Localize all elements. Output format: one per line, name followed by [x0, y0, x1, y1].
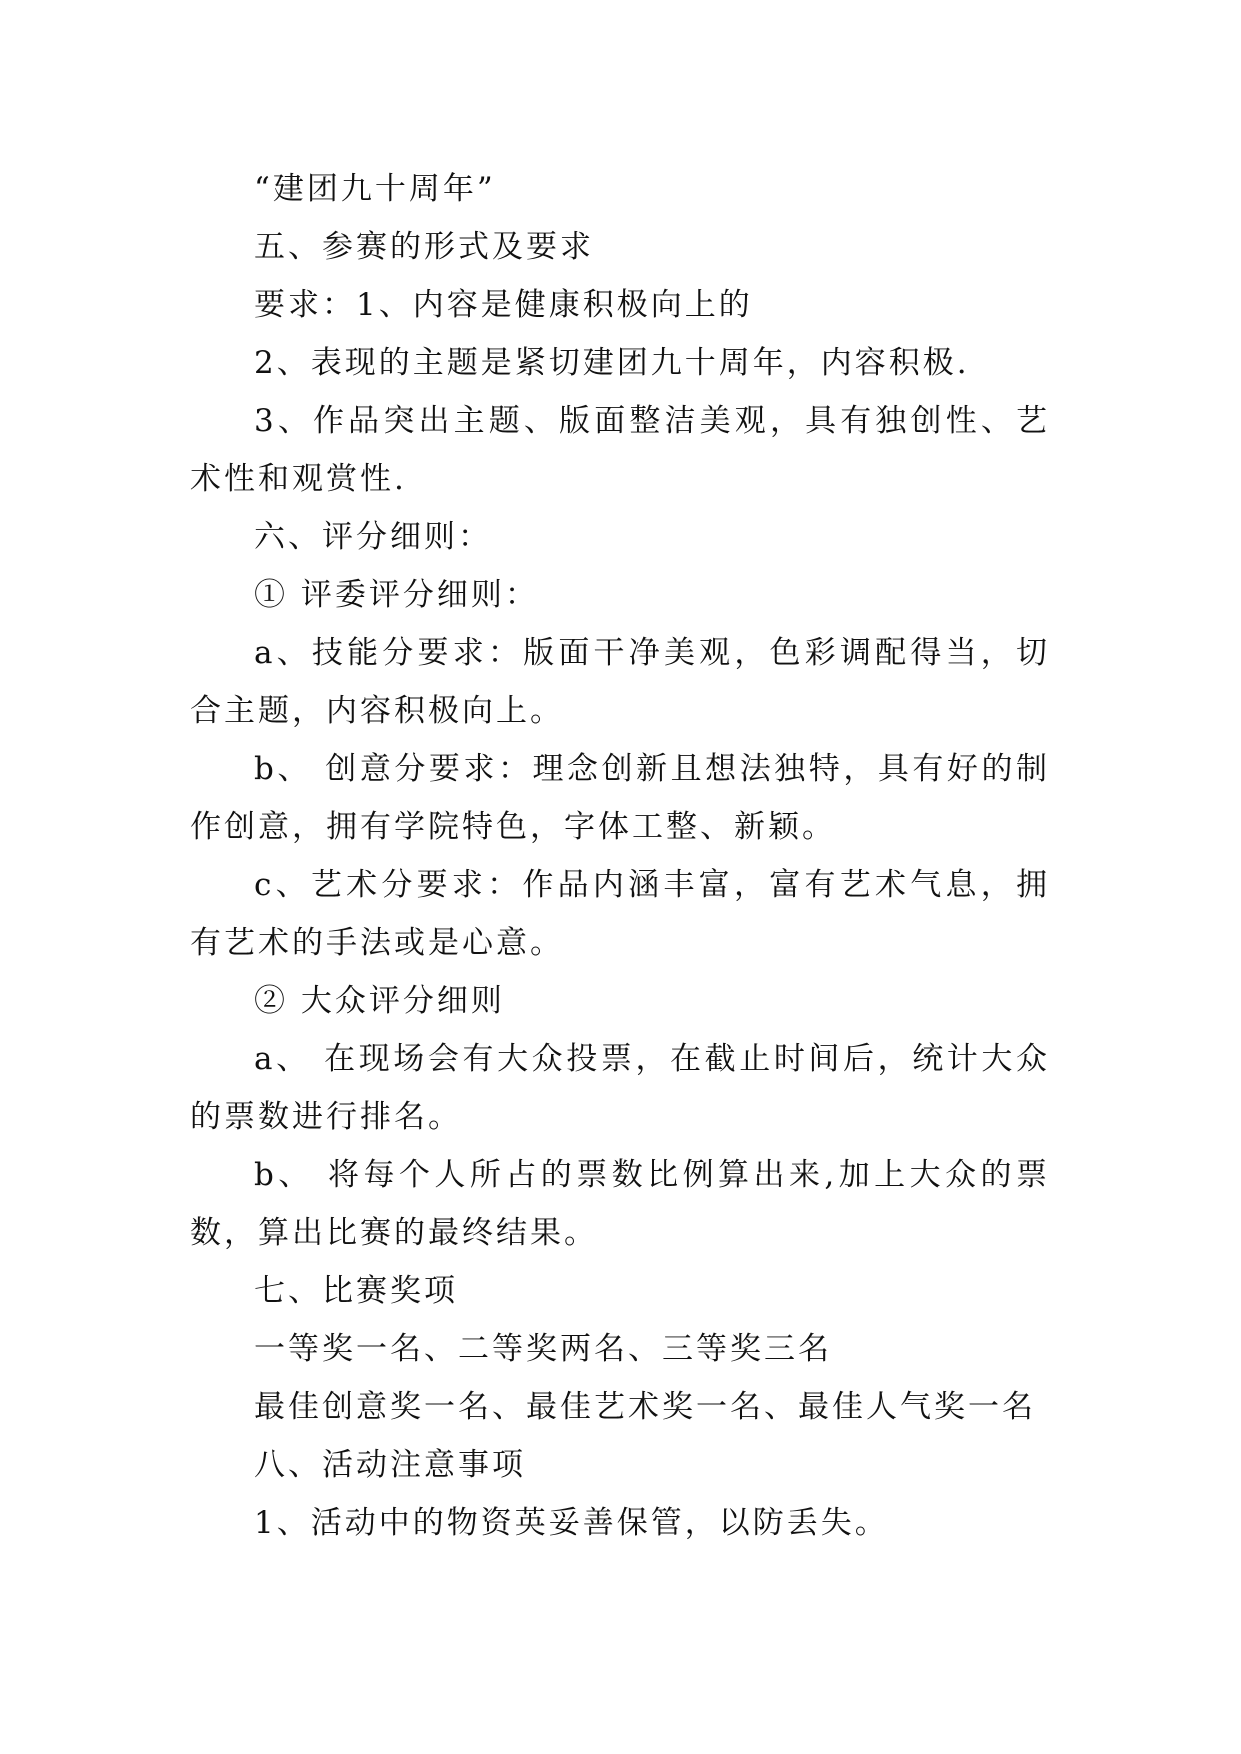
- notice-item-1: 1、活动中的物资英妥善保管，以防丢失。: [254, 1505, 889, 1541]
- section-six-heading: 六、评分细则：: [254, 519, 492, 555]
- judge-scoring-heading: ① 评委评分细则：: [254, 577, 539, 613]
- judge-skill-criteria: a、技能分要求：版面干净美观，色彩调配得当，切合主题，内容积极向上。: [190, 635, 1050, 729]
- public-scoring-heading: ② 大众评分细则: [254, 983, 505, 1019]
- document-body: [190, 160, 1050, 1552]
- requirement-2: 2、表现的主题是紧切建团九十周年，内容积极.: [254, 345, 970, 381]
- final-result-rule: b、 将每个人所占的票数比例算出来,加上大众的票数，算出比赛的最终结果。: [190, 1157, 1050, 1251]
- requirement-1: 要求：1、内容是健康积极向上的: [254, 287, 753, 323]
- section-eight-heading: 八、活动注意事项: [254, 1447, 526, 1483]
- special-prizes: 最佳创意奖一名、最佳艺术奖一名、最佳人气奖一名: [254, 1389, 1036, 1425]
- prize-ranks: 一等奖一名、二等奖两名、三等奖三名: [254, 1331, 832, 1367]
- judge-creativity-criteria: b、 创意分要求：理念创新且想法独特，具有好的制作创意，拥有学院特色，字体工整、新颖。: [190, 751, 1050, 845]
- judge-art-criteria: c、艺术分要求：作品内涵丰富，富有艺术气息，拥有艺术的手法或是心意。: [190, 867, 1050, 961]
- theme-line: “建团九十周年”: [254, 171, 496, 207]
- section-seven-heading: 七、比赛奖项: [254, 1273, 458, 1309]
- requirement-3: 3、作品突出主题、版面整洁美观，具有独创性、艺术性和观赏性.: [190, 403, 1050, 497]
- section-five-heading: 五、参赛的形式及要求: [254, 229, 594, 265]
- public-vote-rule: a、 在现场会有大众投票，在截止时间后，统计大众的票数进行排名。: [190, 1041, 1050, 1135]
